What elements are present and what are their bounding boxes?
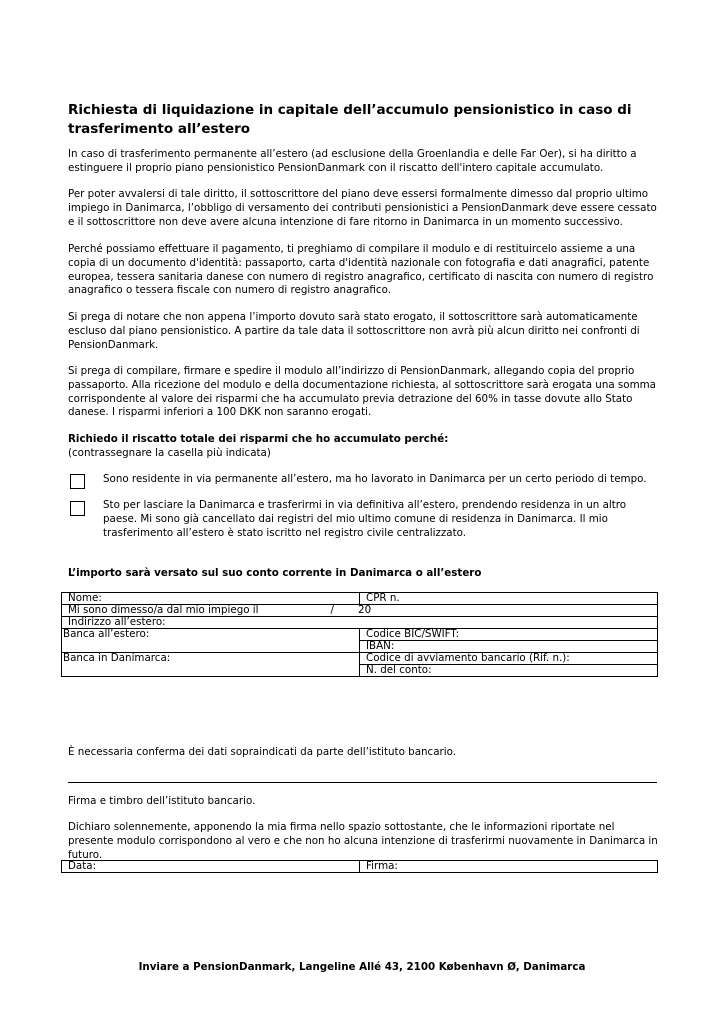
bank-stamp-label: Firma e timbro dell’istituto bancario.	[68, 795, 256, 807]
reason-hint: (contrassegnare la casella più indicata)	[68, 447, 271, 459]
signature-field[interactable]	[360, 861, 658, 873]
intro-paragraph: In caso di trasferimento permanente all’estero (ad esclusione della Groenlandia e delle Far Oer), si ha diritto a estinguere il proprio piano pensionistico PensionDanmark con il riscatto dell'intero capitale accumulato.	[68, 148, 637, 174]
account-number-field[interactable]	[360, 665, 658, 677]
account-details-table	[61, 592, 658, 677]
reason-option-resident-abroad: Sono residente in via permanente all’estero, ma ho lavorato in Danimarca per un certo periodo di tempo.	[103, 473, 647, 485]
sort-code-field[interactable]	[360, 653, 658, 665]
foreign-bank-label: Banca all’estero:	[63, 628, 150, 640]
account-heading: L’importo sarà versato sul suo conto corrente in Danimarca o all’estero	[68, 567, 482, 579]
mailing-address-footer: Inviare a PensionDanmark, Langeline Allé 43, 2100 København Ø, Danimarca	[138, 961, 586, 973]
date-field[interactable]	[62, 861, 360, 873]
eligibility-paragraph: Per poter avvalersi di tale diritto, il sottoscrittore del piano deve essersi formalmente dimesso dal proprio ultimo impiego in Danimarca, l’obbligo di versamento dei contributi pensionistici a PensionDanmark deve essere cessato e il sottoscrittore non deve avere alcuna intenzione di fare ritorno in Danimarca in un momento successivo.	[68, 188, 657, 228]
iban-field[interactable]	[360, 641, 658, 653]
resigned-date-field[interactable]	[62, 605, 658, 617]
cpr-field[interactable]	[360, 593, 658, 605]
payment-paragraph: Si prega di compilare, firmare e spedire il modulo all’indirizzo di PensionDanmark, allegando copia del proprio passaporto. Alla ricezione del modulo e della documentazione richiesta, al sottoscrittore sarà erogata una somma corrispondente al valore dei risparmi che ha accumulato previa detrazione del 60% in tasse dovute allo Stato danese. I risparmi inferiori a 100 DKK non saranno erogati.	[68, 365, 656, 419]
danish-bank-field[interactable]	[62, 653, 360, 677]
sort-code-label: Codice di avviamento bancario (Rif. n.):	[366, 652, 570, 664]
cpr-label: CPR n.	[366, 592, 400, 604]
bank-confirmation-note: È necessaria conferma dei dati sopraindicati da parte dell’istituto bancario.	[68, 746, 456, 758]
bic-field[interactable]	[360, 629, 658, 641]
signature-table	[61, 860, 658, 873]
account-number-label: N. del conto:	[366, 664, 432, 676]
resigned-label: Mi sono dimesso/a dal mio impiego il	[68, 604, 259, 616]
foreign-address-field[interactable]	[62, 617, 658, 629]
bic-label: Codice BIC/SWIFT:	[366, 628, 460, 640]
resigned-date-slash: /	[330, 604, 335, 616]
reason-option-leaving-denmark: Sto per lasciare la Danimarca e trasferirmi in via definitiva all’estero, prendendo residenza in un altro paese. Mi sono già cancellato dai registri del mio ultimo comune di residenza in Danimarca. Il mio trasferimento all’estero è stato iscritto nel registro civile centralizzato.	[103, 499, 627, 539]
name-label: Nome:	[68, 592, 102, 604]
foreign-address-label: Indirizzo all’estero:	[68, 616, 166, 628]
exclusion-paragraph: Si prega di notare che non appena l’importo dovuto sarà stato erogato, il sottoscrittore sarà automaticamente escluso dal piano pensionistico. A partire da tale data il sottoscrittore non avrà più alcun diritto nei confronti di PensionDanmark.	[68, 311, 640, 351]
iban-label: IBAN:	[366, 640, 395, 652]
documents-paragraph: Perché possiamo effettuare il pagamento, ti preghiamo di compilare il modulo e di restituircelo assieme a una copia di un documento d'identità: passaporto, carta d'identità nazionale con fotografia e dati anagrafici, patente europea, tessera sanitaria danese con numero di registro anagrafico, certificato di nascita con numero di registro anagrafico o tessera fiscale con numero di registro anagrafico.	[68, 243, 654, 297]
name-field[interactable]	[62, 593, 360, 605]
form-title: Richiesta di liquidazione in capitale dell’accumulo pensionistico in caso di trasferimento all’estero	[68, 102, 632, 137]
reason-checkbox-resident-abroad[interactable]	[70, 474, 85, 489]
resigned-year-prefix: 20	[358, 604, 372, 616]
date-label: Data:	[68, 860, 97, 872]
foreign-bank-field[interactable]	[62, 629, 360, 653]
danish-bank-label: Banca in Danimarca:	[63, 652, 171, 664]
signature-label: Firma:	[366, 860, 398, 872]
reason-heading: Richiedo il riscatto totale dei risparmi che ho accumulato perché:	[68, 433, 449, 445]
bank-signature-line	[68, 782, 657, 783]
reason-checkbox-leaving-denmark[interactable]	[70, 501, 85, 516]
declaration-paragraph: Dichiaro solennemente, apponendo la mia firma nello spazio sottostante, che le informazioni riportate nel presente modulo corrispondono al vero e che non ho alcuna intenzione di trasferirmi nuovamente in Danimarca in futuro.	[68, 821, 658, 861]
